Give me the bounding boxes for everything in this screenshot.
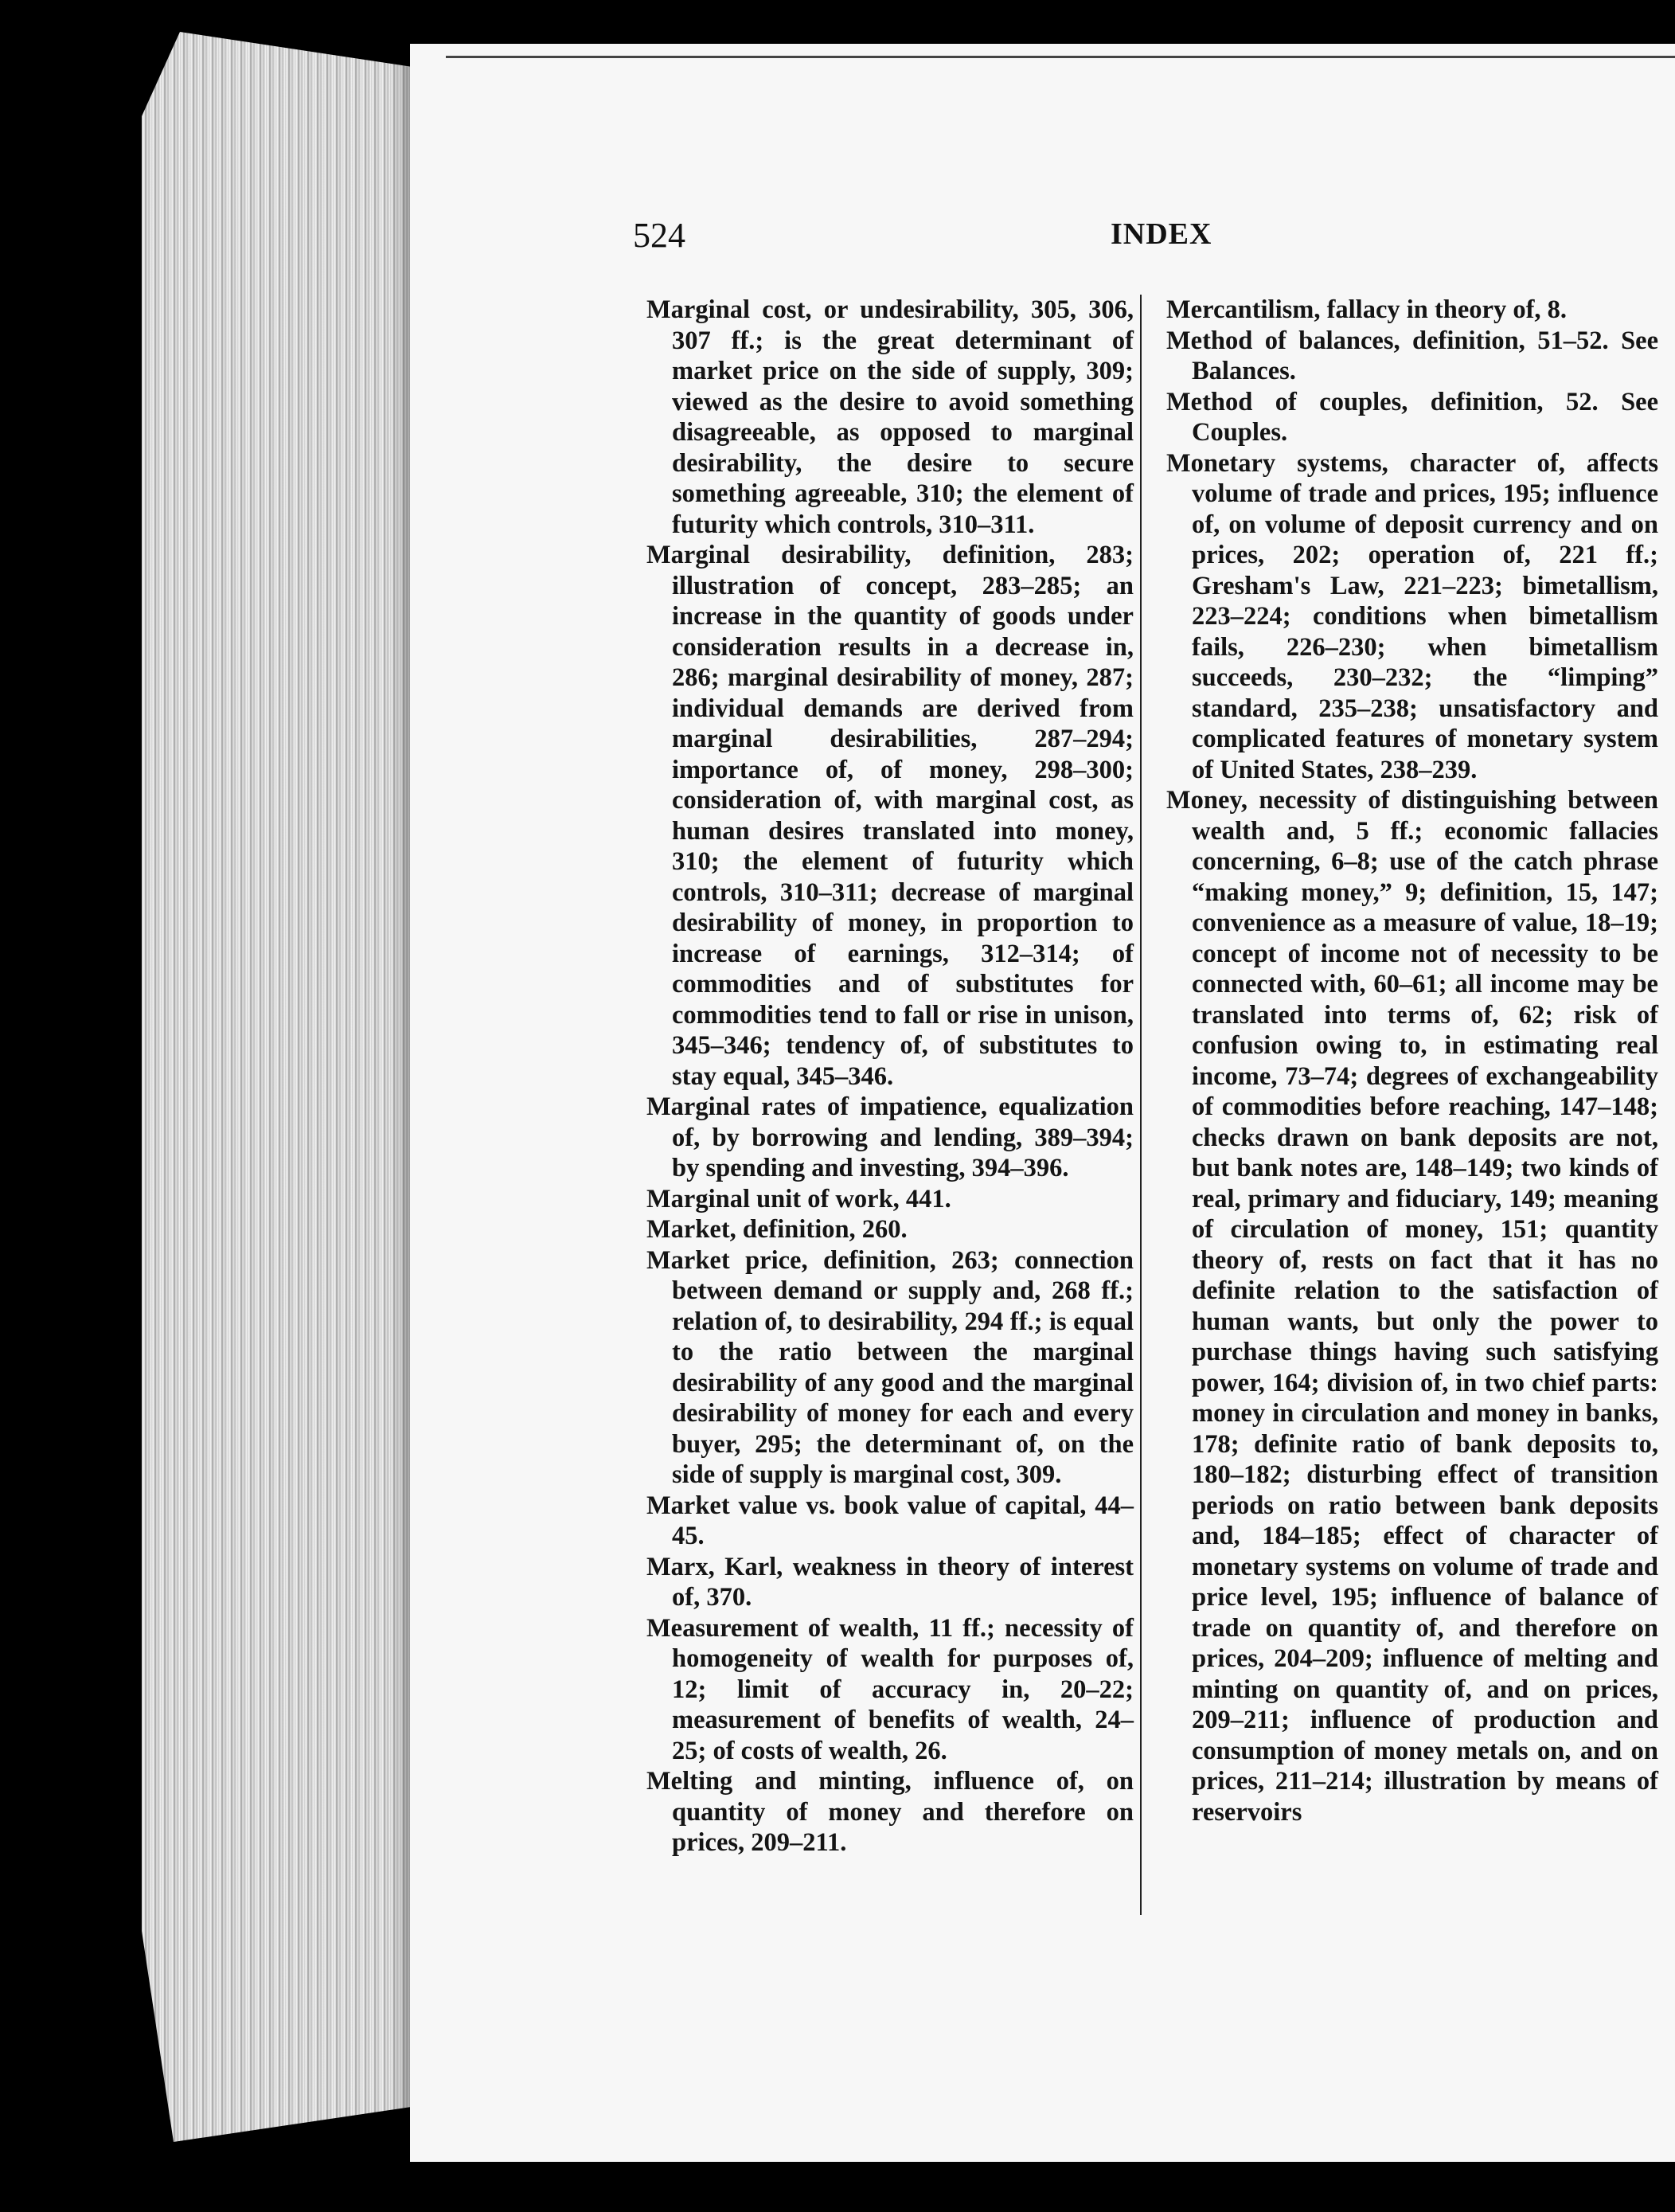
index-entry: Measurement of wealth, 11 ff.; necessity of homogeneity of wealth for purposes of, 12; limit of accuracy in, 20–22; measurement of benefits of wealth, 24–25; of costs of wealth, 26. <box>646 1613 1134 1765</box>
index-entry: Marginal unit of work, 441. <box>646 1184 951 1213</box>
index-column-left <box>646 295 1134 1858</box>
index-column-right <box>1166 295 1658 1827</box>
index-entry: Marx, Karl, weakness in theory of interest of, 370. <box>646 1552 1134 1612</box>
index-entry: Mercantilism, fallacy in theory of, 8. <box>1166 295 1568 324</box>
page-number: 524 <box>633 216 685 255</box>
index-entry: Marginal rates of impatience, equalization of, by borrowing and lending, 389–394; by spending and investing, 394–396. <box>646 1092 1134 1182</box>
index-entry: Method of couples, definition, 52. See Couples. <box>1166 387 1658 447</box>
index-entry: Market price, definition, 263; connection between demand or supply and, 268 ff.; relation of, to desirability, 294 ff.; is equal to the ratio between the marginal desirability of any good and the marginal desirability of money for each and every buyer, 295; the determinant of, on the side of supply is marginal cost, 309. <box>646 1245 1134 1489</box>
index-entry: Marginal cost, or undesirability, 305, 306, 307 ff.; is the great determinant of market price on the side of supply, 309; viewed as the desire to avoid something disagreeable, as opposed to marginal desirability, the desire to secure something agreeable, 310; the element of futurity which controls, 310–311. <box>646 295 1134 539</box>
index-entry: Monetary systems, character of, affects volume of trade and prices, 195; influence of, on volume of deposit currency and on prices, 202; operation of, 221 ff.; Gresham's Law, 221–223; bimetallism, 223–224; conditions when bimetallism fails, 226–230; when bimetallism succeeds, 230–232; the “limping” standard, 235–238; unsatisfactory and complicated features of monetary system of United States, 238–239. <box>1166 448 1658 784</box>
index-entry: Method of balances, definition, 51–52. See Balances. <box>1166 326 1658 385</box>
page-top-edge <box>446 56 1675 58</box>
column-divider <box>1140 295 1142 1915</box>
index-entry: Market, definition, 260. <box>646 1215 908 1244</box>
index-entry: Market value vs. book value of capital, 44–45. <box>646 1491 1134 1550</box>
running-head: INDEX <box>1111 217 1212 251</box>
index-entry: Melting and minting, influence of, on quantity of money and therefore on prices, 209–211. <box>646 1767 1134 1857</box>
index-entry: Marginal desirability, definition, 283; illustration of concept, 283–285; an increase in the quantity of goods under consideration results in a decrease in, 286; marginal desirability of money, 287; individual demands are derived from marginal desirabilities, 287–294; importance of, of money, 298–300; consideration of, with marginal cost, as human desires translated into money, 310; the element of futurity which controls, 310–311; decrease of marginal desirability of money, in proportion to increase of earnings, 312–314; of commodities and of substitutes for commodities tend to fall or rise in unison, 345–346; tendency of, of substitutes to stay equal, 345–346. <box>646 541 1134 1091</box>
index-entry: Money, necessity of distinguishing between wealth and, 5 ff.; economic fallacies concerning, 6–8; use of the catch phrase “making money,” 9; definition, 15, 147; convenience as a measure of value, 18–19; concept of income not of necessity to be connected with, 60–61; all income may be translated into terms of, 62; risk of confusion owing to, in estimating real income, 73–74; degrees of exchangeability of commodities before reaching, 147–148; checks drawn on bank deposits are not, but bank notes are, 148–149; two kinds of real, primary and fiduciary, 149; meaning of circulation of money, 151; quantity theory of, rests on fact that it has no definite relation to the satisfaction of human wants, but only the power to purchase things having such satisfying power, 164; division of, in two chief parts: money in circulation and money in banks, 178; definite ratio of bank deposits to, 180–182; disturbing effect of transition periods on ratio between bank deposits and, 184–185; effect of character of monetary systems on volume of trade and price level, 195; influence of balance of trade on quantity of, and therefore on prices, 204–209; influence of melting and minting on quantity of, and on prices, 209–211; influence of production and consumption of money metals on, and on prices, 211–214; illustration by means of reservoirs <box>1166 786 1658 1827</box>
